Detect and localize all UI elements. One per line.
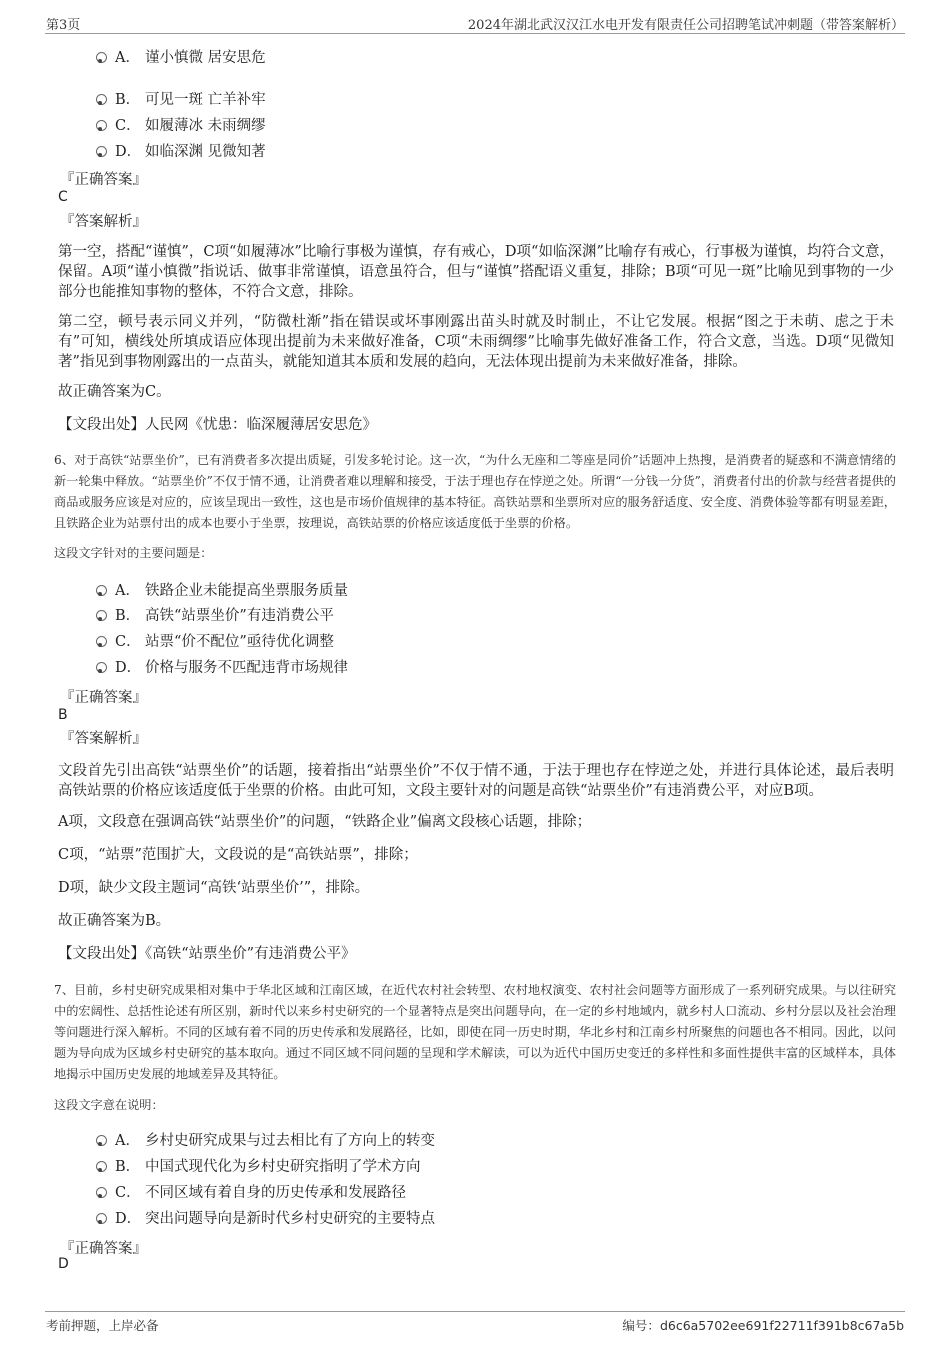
footer-code [622,1316,904,1334]
radio-icon[interactable] [96,610,107,621]
radio-icon[interactable] [96,94,107,105]
q6-answer-label: 『正确答案』 [60,690,147,706]
option-letter: B． [115,608,141,624]
radio-icon[interactable] [96,1187,107,1198]
option-letter: D． [115,144,142,160]
radio-icon[interactable] [96,636,107,647]
q5-answer-label: 『正确答案』 [60,172,147,188]
q7-option-c[interactable] [96,1183,406,1203]
radio-icon[interactable] [96,1213,107,1224]
q6-analysis-paragraph-1: 文段首先引出高铁“站票坐价”的话题，接着指出“站票坐价”不仅于情不通，于法于理也存在悖逆之处，并进行具体论述，最后表明高铁站票的价格应该适度低于坐票的价格。由此可知，文段主要针对的问题是高铁“站票坐价”有违消费公平，对应B项。 [58,763,894,799]
q7-option-d[interactable] [96,1209,435,1229]
q6-stem: 这段文字针对的主要问题是： [54,546,213,560]
q6-analysis-option-c: C项，“站票”范围扩大，文段说的是“高铁站票”，排除； [58,847,418,863]
radio-icon[interactable] [96,120,107,131]
option-letter: C． [115,1185,141,1201]
q6-option-c[interactable] [96,632,334,652]
footer-code-label: 编号： [622,1318,660,1333]
q6-analysis-option-a: A项，文段意在强调高铁“站票坐价”的问题，“铁路企业”偏离文段核心话题，排除； [58,814,592,830]
option-text: 谨小慎微 居安思危 [145,50,266,66]
q5-source: 【文段出处】人民网《忧患：临深履薄居安思危》 [58,417,377,433]
q7-question: 7、目前，乡村史研究成果相对集中于华北区域和江南区域，在近代农村社会转型、农村地权演变、农村社会问题等方面形成了一系列研究成果。与以往研究中的宏阔性、总括性论述有所区别，新时代以来乡村史研究的一个显著特点是突出问题导向，在一定的乡村地域内，就乡村人口流动、乡村分层以及社会治理等问题进行深入解析。不同的区域有着不同的历史传承和发展路径，比如，即使在同一历史时期，华北乡村和江南乡村所聚焦的问题也各不相同。因此，以问题为导向成为区域乡村史研究的基本取向。通过不同区域不同问题的呈现和学术解读，可以为近代中国历史变迁的多样性和多面性提供丰富的区域样本，具体地揭示中国历史发展的地域差异及其特征。 [54,983,896,1081]
q5-analysis-paragraph-1: 第一空，搭配“谨慎”，C项“如履薄冰”比喻行事极为谨慎，存有戒心，D项“如临深渊”比喻存有戒心，行事极为谨慎，均符合文意，保留。A项“谨小慎微”指说话、做事非常谨慎，语意虽符合，但与“谨慎”搭配语义重复，排除；B项“可见一斑”比喻见到事物的一少部分也能推知事物的整体，不符合文意，排除。 [58,244,894,300]
option-letter: C． [115,118,141,134]
q5-option-a[interactable] [96,48,266,68]
option-letter: A． [115,583,140,599]
q6-analysis-label: 『答案解析』 [60,731,147,747]
q5-answer: C [58,189,68,205]
q5-analysis-label: 『答案解析』 [60,214,147,230]
option-text: 乡村史研究成果与过去相比有了方向上的转变 [145,1133,435,1149]
option-text: 高铁“站票坐价”有违消费公平 [145,608,334,624]
q5-conclusion: 故正确答案为C。 [58,384,171,400]
option-text: 突出问题导向是新时代乡村史研究的主要特点 [145,1211,435,1227]
option-letter: A． [115,50,140,66]
radio-icon[interactable] [96,146,107,157]
option-text: 如临深渊 见微知著 [145,144,266,160]
footer-code-value: d6c6a5702ee691f22711f391b8c67a5b [659,1318,904,1333]
q7-option-b[interactable] [96,1157,421,1177]
radio-icon[interactable] [96,1135,107,1146]
option-letter: A． [115,1133,140,1149]
q5-analysis-paragraph-2: 第二空，顿号表示同义并列，“防微杜渐”指在错误或坏事刚露出苗头时就及时制止，不让它发展。根据“图之于未萌、虑之于未有”可知，横线处所填成语应体现出提前为未来做好准备，C项“未雨绸缪”比喻事先做好准备工作，符合文意，当选。D项“见微知著”指见到事物刚露出的一点苗头，就能知道其本质和发展的趋向，无法体现出提前为未来做好准备，排除。 [58,314,894,370]
q7-answer-label: 『正确答案』 [60,1241,147,1257]
q7-answer: D [58,1256,69,1272]
q5-option-d[interactable] [96,142,266,162]
option-text: 可见一斑 亡羊补牢 [145,92,266,108]
option-letter: B． [115,92,141,108]
document-title: 2024年湖北武汉汉江水电开发有限责任公司招聘笔试冲刺题（带答案解析） [467,18,904,33]
q6-analysis-option-d: D项，缺少文段主题词“高铁‘站票坐价’”，排除。 [58,880,370,896]
q6-option-d[interactable] [96,658,348,678]
option-text: 如履薄冰 未雨绸缪 [145,118,266,134]
q6-conclusion: 故正确答案为B。 [58,913,171,929]
q6-question: 6、对于高铁“站票坐价”，已有消费者多次提出质疑，引发多轮讨论。这一次，“为什么无座和二等座是同价”话题冲上热搜，是消费者的疑惑和不满意情绪的新一轮集中释放。“站票坐价”不仅于情不通，让消费者难以理解和接受，于法于理也存在悖逆之处。所谓“一分钱一分货”，消费者付出的价款与经营者提供的商品或服务应该是对应的，应该呈现出一致性，这也是市场价值规律的基本特征。高铁站票和坐票所对应的服务舒适度、安全度、消费体验等都有明显差距，且铁路企业为站票付出的成本也要小于坐票，按理说，高铁站票的价格应该适度低于坐票的价格。 [54,453,896,530]
q6-option-a[interactable] [96,581,348,601]
q6-option-b[interactable] [96,606,334,626]
radio-icon[interactable] [96,662,107,673]
option-text: 站票“价不配位”亟待优化调整 [145,634,334,650]
footer-divider [45,1311,905,1312]
q7-stem: 这段文字意在说明： [54,1098,164,1112]
radio-icon[interactable] [96,585,107,596]
q6-answer: B [58,707,68,723]
radio-icon[interactable] [96,52,107,63]
header-divider [45,33,905,34]
page-number: 第3页 [46,18,81,33]
option-letter: B． [115,1159,141,1175]
option-text: 中国式现代化为乡村史研究指明了学术方向 [145,1159,421,1175]
option-text: 不同区域有着自身的历史传承和发展路径 [145,1185,406,1201]
option-letter: C． [115,634,141,650]
q5-option-b[interactable] [96,90,266,110]
option-letter: D． [115,1211,142,1227]
option-letter: D． [115,660,142,676]
option-text: 铁路企业未能提高坐票服务质量 [145,583,348,599]
option-text: 价格与服务不匹配违背市场规律 [145,660,348,676]
q7-option-a[interactable] [96,1131,435,1151]
footer-slogan: 考前押题，上岸必备 [46,1318,159,1333]
q6-source: 【文段出处】《高铁“站票坐价”有违消费公平》 [58,946,356,962]
radio-icon[interactable] [96,1161,107,1172]
q5-option-c[interactable] [96,116,266,136]
